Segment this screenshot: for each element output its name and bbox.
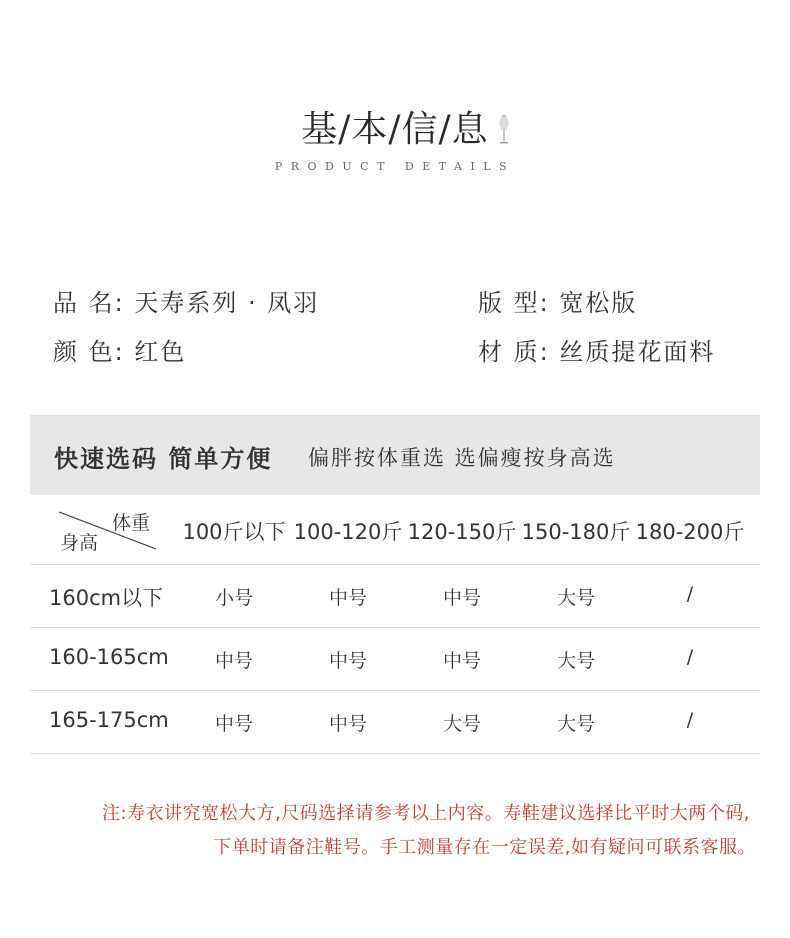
size-cell: 中号 [328, 713, 367, 735]
info-fit: 版 型: 宽松版 [478, 289, 638, 317]
row-label: 165-175cm [49, 708, 169, 732]
page-subtitle: PRODUCT DETAILS [274, 160, 516, 173]
table-row [30, 691, 760, 754]
mannequin-icon [497, 114, 511, 146]
size-cell: 大号 [556, 587, 595, 609]
column-header: 100斤以下 [182, 520, 286, 544]
size-cell: 小号 [214, 587, 253, 609]
size-cell: 中号 [214, 713, 253, 735]
banner-sub-text: 偏胖按体重选 选偏瘦按身高选 [308, 446, 616, 470]
row-label: 160cm以下 [49, 586, 164, 610]
info-material: 材 质: 丝质提花面料 [478, 338, 716, 366]
row-label: 160-165cm [49, 645, 169, 669]
size-cell: 大号 [442, 713, 481, 735]
size-cell: 中号 [328, 650, 367, 672]
size-table-header [30, 497, 760, 565]
size-cell: 中号 [442, 587, 481, 609]
size-cell: / [686, 583, 694, 605]
size-cell: 大号 [556, 650, 595, 672]
info-name: 品 名: 天寿系列 · 凤羽 [53, 289, 320, 317]
banner-main-text: 快速选码 简单方便 [54, 445, 273, 473]
column-header: 100-120斤 [293, 520, 403, 544]
size-cell: 中号 [328, 587, 367, 609]
column-header: 150-180斤 [521, 520, 631, 544]
info-color: 颜 色: 红色 [53, 338, 187, 366]
corner-height-label: 身高 [60, 532, 99, 554]
diagonal-divider [30, 497, 180, 564]
table-row [30, 565, 760, 628]
page-title [301, 106, 488, 154]
corner-weight-label: 体重 [112, 512, 151, 534]
table-row [30, 628, 760, 691]
note-line-2: 下单时请备注鞋号。手工测量存在一定误差,如有疑问可联系客服。 [213, 837, 756, 858]
size-cell: / [686, 709, 694, 731]
size-cell: 中号 [442, 650, 481, 672]
size-guide-banner [30, 415, 760, 495]
size-cell: / [686, 646, 694, 668]
column-header: 180-200斤 [635, 520, 745, 544]
size-cell: 大号 [556, 713, 595, 735]
corner-cell [30, 497, 180, 564]
note-line-1: 注:寿衣讲究宽松大方,尺码选择请参考以上内容。寿鞋建议选择比平时大两个码, [101, 803, 750, 824]
size-table [30, 497, 760, 754]
page-title-text: 基/本/信/息 [301, 109, 489, 150]
size-cell: 中号 [214, 650, 253, 672]
section-header [0, 106, 790, 154]
column-header: 120-150斤 [407, 520, 517, 544]
